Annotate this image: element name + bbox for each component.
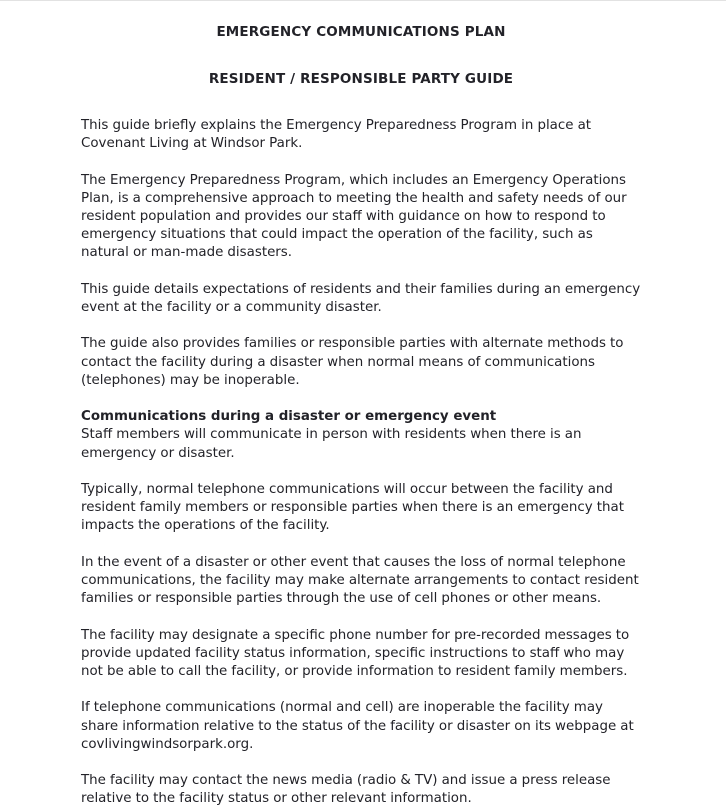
paragraph-alternate-methods: The guide also provides families or responsible parties with alternate methods to contact the facility during a disaster when normal means of communications (telephones) may be inoperable. (81, 336, 624, 388)
paragraph-webpage: If telephone communications (normal and cell) are inoperable the facility may share information relative to the status of the facility or disaster on its webpage at covlivingwindsorpark.org. (81, 700, 634, 752)
paragraph-news-media: The facility may contact the news media (radio & TV) and issue a press release relative to the facility status or other relevant information. (81, 773, 611, 807)
paragraph-program-overview: The Emergency Preparedness Program, which includes an Emergency Operations Plan, is a comprehensive approach to meeting the health and safety needs of our resident population and provides our staff with guidance on how to respond to emergency situations that could impact the operation of the facility, such as natural or man-made disasters. (81, 172, 627, 261)
paragraph-loss-of-telephone: In the event of a disaster or other event that causes the loss of normal telephone communications, the facility may make alternate arrangements to contact resident families or responsible parties through the use of cell phones or other means. (81, 554, 639, 607)
paragraph-pre-recorded-line: The facility may designate a specific phone number for pre-recorded messages to provide updated facility status information, specific instructions to staff who may not be able to call the facility, or provide information to resident family members. (81, 627, 630, 679)
paragraph-in-person: Staff members will communicate in person with residents when there is an emergency or disaster. (81, 427, 582, 461)
page-subtitle: RESIDENT / RESPONSIBLE PARTY GUIDE (208, 71, 514, 87)
paragraph-expectations: This guide details expectations of residents and their families during an emergency event at the facility or a community disaster. (81, 281, 641, 315)
paragraph-intro: This guide briefly explains the Emergency Preparedness Program in place at Covenant Living at Windsor Park. (81, 118, 592, 152)
paragraph-typical-telephone: Typically, normal telephone communications will occur between the facility and resident family members or responsible parties when there is an emergency that impacts the operations of the facility. (81, 481, 624, 534)
page-title: EMERGENCY COMMUNICATIONS PLAN (216, 24, 506, 40)
document-body (81, 1, 641, 809)
section-heading-communications: Communications during a disaster or emergency event (81, 409, 497, 425)
